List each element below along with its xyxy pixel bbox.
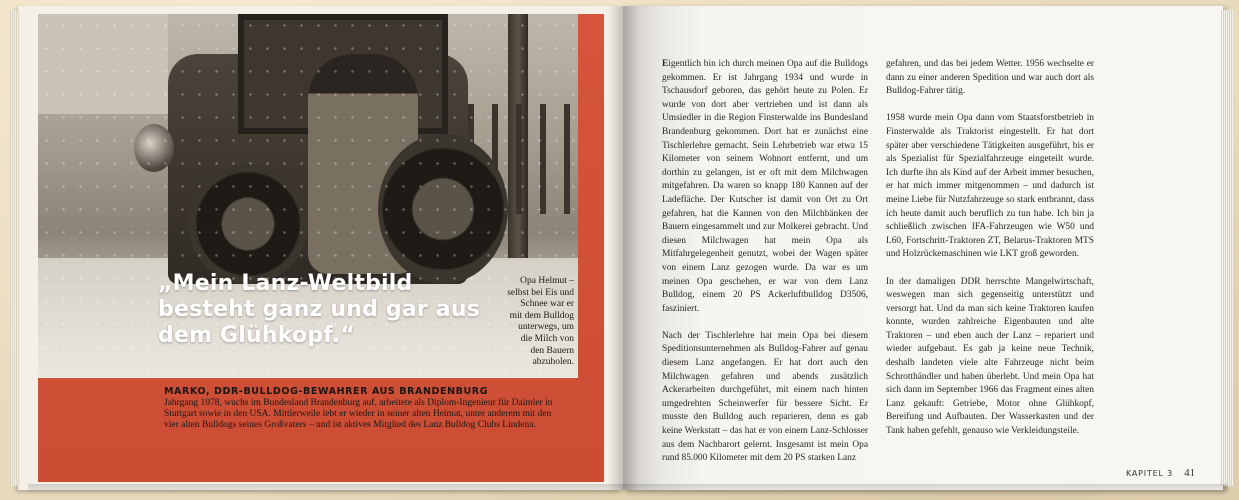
paragraph-text: igentlich bin ich durch meinen Opa auf die Bulldogs gekommen. Er ist Jahrgang 1934 und wurde in Tschausdorf geboren, das gehört heute zu Polen. Er wurde von dort aber vertrieben und ist dann als Umsiedler in die Region Finsterwalde ins Bundesland Brandenburg gekommen. Dort hat er zunächst eine Tischlerlehre gemacht. Sein Lehrbetrieb war etwa 15 Kilometer von seinem Wohnort entfernt, und um dorthin zu gelangen, ist er oft mit dem Milchwagen mitgefahren. Da waren so knapp 180 Kannen auf der Ladefläche. Der Kutscher ist damit von Ort zu Ort gefahren, hat die Kannen von den Milchbänken der Bauern eingesammelt und zur Molkerei gebracht. Und diesen Milchwagen hat mein Opa als Mitfahrgelegenheit genutzt, wobei der Wagen später von einem Lanz gezogen wurde. Da war es um meinen Opa geschehen, er war von dem Lanz Bulldog, einem 20 PS Ackerluftbulldog D3506, fasziniert.	[662, 59, 868, 314]
left-page	[18, 6, 623, 490]
pull-quote: „Mein Lanz-Weltbild besteht ganz und gar aus dem Glühkopf.“	[158, 271, 480, 348]
chapter-label: KAPITEL 3	[1126, 469, 1173, 478]
text-column-2	[886, 58, 1094, 452]
text-column-1	[662, 58, 868, 479]
book-shadow	[28, 484, 1228, 494]
page-number: 41	[1184, 467, 1196, 479]
page-footer	[1126, 461, 1195, 480]
book-spread	[18, 6, 1218, 490]
paragraph: gefahren, und das bei jedem Wetter. 1956 wechselte er dann zu einer anderen Spedition und war auch dort als Bulldog-Fahrer tätig.	[886, 59, 1094, 97]
initial-letter: E	[662, 59, 669, 69]
photo-caption: Opa Helmut – selbst bei Eis und Schnee war er mit dem Bulldog unterwegs, um die Milch von den Bauern abzuholen.	[507, 276, 574, 368]
page-edge-left	[10, 10, 20, 486]
paragraph: 1958 wurde mein Opa dann vom Staatsforstbetrieb in Finsterwalde als Traktorist eingestellt. Er hat dort später aber verschiedene Tätigkeiten ausgeführt, bis er als Spezialist für Spezialfahrzeuge eingeteilt wurde. Ich durfte ihn als Kind auf der Arbeit immer besuchen, er hat mich immer mitgenommen – und dadurch ist meine Liebe für Nutzfahrzeuge so stark entbrannt, dass ich heute damit auch beruflich zu tun habe. Ich bin ja schließlich zwischen IFA-Fahrzeugen wie W50 und L60, Fortschritt-Traktoren ZT, Belarus-Traktoren MTS und Holzrückemaschinen wie LKT groß geworden.	[886, 113, 1094, 260]
page-edge-right	[1221, 10, 1233, 486]
bio-heading: MARKO, DDR-BULLDOG-BEWAHRER AUS BRANDENBURG	[164, 386, 489, 397]
paragraph: In der damaligen DDR herrschte Mangelwirtschaft, weswegen man sich gegenseitig unterstützt und versorgt hat. Und da man sich keine Traktoren kaufen konnte, wurden zahlreiche Eigenbauten und alte Traktoren – und eben auch der Lanz – repariert und wieder aufgebaut. Es gab ja keine neue Technik, deshalb landeten viele alte Fahrzeuge nicht beim Schrotthändler und haben überlebt. Und mein Opa hat sich dann im September 1966 das Fragment eines alten Lanz gekauft: Getriebe, Motor ohne Glühkopf, Bereifung und Aufbauten. Der Wasserkasten und der Tank haben gefehlt, genauso wie Verkleidungsteile.	[886, 276, 1094, 437]
paragraph	[662, 58, 868, 316]
gutter-shadow	[608, 6, 638, 490]
bio-text: Jahrgang 1978, wuchs im Bundesland Brandenburg auf, arbeitete als Diplom-Ingenieur für Daimler in Stuttgart sowie in den USA. Mittlerweile lebt er wieder in seiner alten Heimat, unter anderem mit den vier alten Bulldogs seines Großvaters – und ist aktives Mitglied des Lanz Bulldog Clubs Lindena.	[164, 398, 553, 431]
paragraph: Nach der Tischlerlehre hat mein Opa bei diesem Speditionsunternehmen als Bulldog-Fahrer auf genau diesem Lanz angefangen. Er hat dort auch den Milchwagen gefahren und abends zusätzlich Ackerarbeiten durchgeführt, mit einem nach hinten umgedrehten Scheinwerfer für bessere Sicht. Er musste den Bulldog auch reparieren, denn es gab keine Werkstatt – das hat er von einem Lanz-Schlosser aus dem Nachbarort gelernt. Insgesamt ist mein Opa rund 85.000 Kilometer mit dem 20 PS starken Lanz	[662, 330, 868, 464]
